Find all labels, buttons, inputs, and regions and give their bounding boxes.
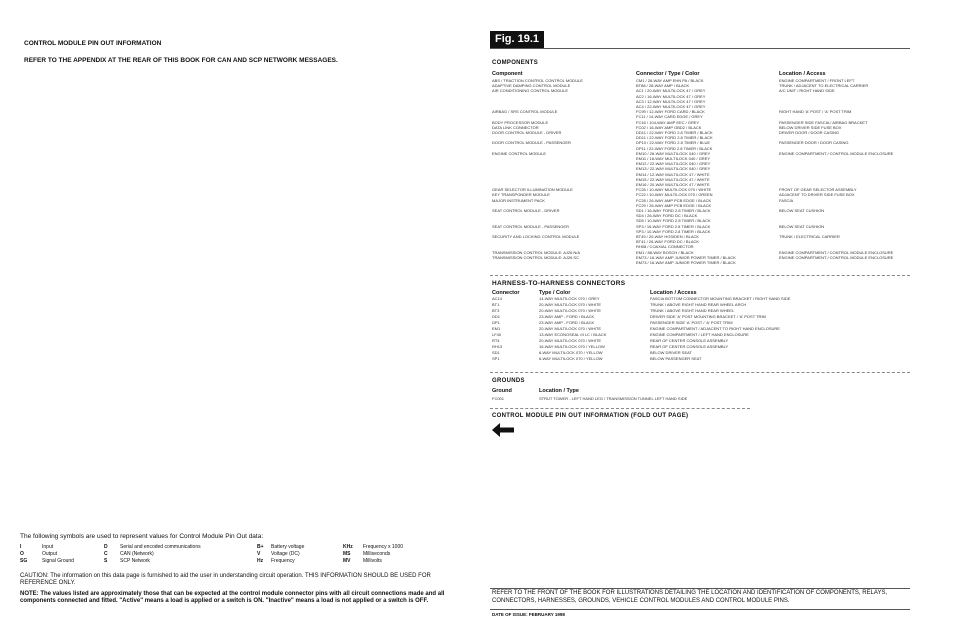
component-location: BELOW SEAT CUSHION xyxy=(779,208,825,213)
harness-location: REAR OF CENTER CONSOLE ASSEMBLY xyxy=(650,338,729,343)
fold-out-label: CONTROL MODULE PIN OUT INFORMATION (FOLD OUT PAGE) xyxy=(492,413,689,419)
component-connector: AC3 / 12-WAY MULTILOCK 47 / GREY xyxy=(636,98,706,104)
symbol-label: Input xyxy=(42,544,54,550)
component-connector: EM73 / 16-WAY AMP JUNIOR POWER TIMER / BLACK xyxy=(636,260,736,265)
front-of-book-note: REFER TO THE FRONT OF THE BOOK FOR ILLUSTRATIONS DETAILING THE LOCATION AND IDENTIFICATION OF COMPONENTS, RELAYS, CONNECTORS, HARNESSES, GROUNDS, VEHICLE CONTROL MODULES AND CONTROL MODULE PINS. xyxy=(492,590,888,604)
component-connector: EM14 / 12-WAY MULTILOCK 47 / WHITE xyxy=(636,171,710,177)
harness-type: 20-WAY MULTILOCK 070 / WHITE xyxy=(539,302,602,307)
divider xyxy=(490,609,910,610)
col-location-header: Location / Access xyxy=(650,290,697,296)
harness-connector: BT1 xyxy=(492,302,500,307)
component-connector: SD4 / 26-WAY FORD DC / BLACK xyxy=(636,213,698,219)
component-location: BELOW SEAT CUSHION xyxy=(779,223,825,229)
col-ground-header: Ground xyxy=(492,388,512,394)
symbol-label: Voltage (DC) xyxy=(271,551,300,557)
component-location: FRONT OF GEAR SELECTOR ASSEMBLY xyxy=(779,187,857,193)
component-location: TRUNK / ADJACENT TO ELECTRICAL CARRIER xyxy=(779,83,869,89)
component-location: A/C UNIT / RIGHT HAND SIDE xyxy=(779,88,835,94)
component-name: TRANSMISSION CONTROL MODULE: AJ26 SC xyxy=(492,254,579,260)
symbol-code: I xyxy=(20,544,22,550)
component-name: SEAT CONTROL MODULE - PASSENGER xyxy=(492,223,569,229)
col-component-header: Component xyxy=(492,71,523,77)
component-connector: FC29 / 26-WAY AMP PCB EDGE / BLACK xyxy=(636,202,712,208)
component-connector: EM13 / 22-WAY MULTILOCK 040 / GREY xyxy=(636,166,711,172)
symbols-legend xyxy=(20,544,460,566)
note-text: NOTE: The values listed are approximately those that can be expected at the control module connector pins with all circuit connections made and all components connected and fitted. "Active" means a load is applied or a switch is ON. "Inactive" means a load is not applied or a switch is OFF. xyxy=(20,591,445,604)
component-connector: FC26 / 10-WAY MULTILOCK 070 / WHITE xyxy=(636,187,712,193)
symbol-code: MS xyxy=(343,551,351,557)
back-arrow-icon[interactable] xyxy=(492,423,516,437)
harness-type: 14-WAY MULTILOCK 070 / GREY xyxy=(539,296,600,301)
component-location: ENGINE COMPARTMENT / CONTROL MODULE ENCLOSURE xyxy=(779,150,894,156)
component-connector: FC02 / 16-WAY AMP OBD2 / BLACK xyxy=(636,124,702,130)
component-connector: AC1 / 20-WAY MULTILOCK 47 / GREY xyxy=(636,88,706,94)
harness-connector: RH13 xyxy=(492,344,503,349)
component-connector: DP11 / 22-WAY FORD 2.8 TIMER / BLACK xyxy=(636,145,713,151)
symbol-label: Signal Ground xyxy=(42,558,74,564)
component-name: KEY TRANSPONDER MODULE xyxy=(492,192,550,198)
symbol-code: MV xyxy=(343,558,351,564)
component-connector: FC22 / 10-WAY MULTILOCK 070 / GREEN xyxy=(636,192,713,198)
symbol-label: Serial and encoded communications xyxy=(120,544,201,550)
component-location: ENGINE COMPARTMENT / CONTROL MODULE ENCLOSURE xyxy=(779,249,894,255)
component-location: PASSENGER SIDE FASCIA / AIRBAG BRACKET xyxy=(779,119,868,125)
divider xyxy=(490,372,910,373)
component-name: MAJOR INSTRUMENT PACK xyxy=(492,197,545,203)
component-location: RIGHT HAND 'A' POST / 'A' POST TRIM xyxy=(779,109,852,115)
symbol-label: Output xyxy=(42,551,58,557)
col-type-header: Type / Color xyxy=(539,290,571,296)
harness-connector: BT3 xyxy=(492,308,500,313)
harness-location: TRUNK / ABOVE RIGHT HAND REAR WHEEL xyxy=(650,308,735,313)
component-connector: EM12 / 22-WAY MULTILOCK 040 / GREY xyxy=(636,161,711,167)
harness-location: REAR OF CENTER CONSOLE ASSEMBLY xyxy=(650,344,729,349)
component-connector: RH08 / COAXIAL CONNECTOR xyxy=(636,244,694,250)
component-name: DOOR CONTROL MODULE - DRIVER xyxy=(492,130,562,135)
symbols-intro: The following symbols are used to represent values for Control Module Pin Out data: xyxy=(20,533,264,540)
component-name: SECURITY AND LOCKING CONTROL MODULE xyxy=(492,234,580,239)
ground-location: STRUT TOWER - LEFT HAND LEG / TRANSMISSION TUNNEL LEFT HAND SIDE xyxy=(539,396,688,401)
harness-type: 23-WAY AMP - FORD / BLACK xyxy=(539,320,595,325)
harness-type: 6-WAY MULTILOCK 070 / YELLOW xyxy=(539,350,603,355)
harness-location: ENGINE COMPARTMENT / LEFT HAND ENCLOSURE xyxy=(650,332,749,337)
symbol-label: Battery voltage xyxy=(271,544,305,550)
component-connector: FC16 / 104-WAY AMP EEC / GREY xyxy=(636,119,700,125)
harness-title: HARNESS-TO-HARNESS CONNECTORS xyxy=(492,280,626,287)
component-connector: DP10 / 22-WAY FORD 2.8 TIMER / BLUE xyxy=(636,140,711,146)
harness-location: BELOW PASSENGER SEAT xyxy=(650,356,702,361)
component-connector: EM1 / 88-WAY BOSCH / BLACK xyxy=(636,249,694,255)
component-connector: DD11 / 22-WAY FORD 2.8 TIMER / BLACK xyxy=(636,130,713,135)
component-connector: AC4 / 22-WAY MULTILOCK 47 / GREY xyxy=(636,104,706,109)
component-connector: EM11 / 18-WAY MULTILOCK 040 / GREY xyxy=(636,156,711,161)
symbol-label: Milliseconds xyxy=(363,551,391,557)
harness-type: 20-WAY MULTILOCK 070 / WHITE xyxy=(539,326,602,331)
component-connector: EM15 / 22-WAY MULTILOCK 47 / WHITE xyxy=(636,176,710,182)
divider xyxy=(490,48,910,49)
component-location: PASSENGER DOOR / DOOR CASING xyxy=(779,140,849,146)
component-location: DRIVER DOOR / DOOR CASING xyxy=(779,130,840,135)
issue-date: DATE OF ISSUE: FEBRUARY 1998 xyxy=(492,612,565,617)
col-location-header: Location / Type xyxy=(539,388,579,394)
symbol-label: SCP Network xyxy=(120,558,150,564)
component-name: AIRBAG / SRS CONTROL MODULE xyxy=(492,109,558,115)
component-connector: FC28 / 26-WAY AMP PCB EDGE / BLACK xyxy=(636,197,712,203)
appendix-note: REFER TO THE APPENDIX AT THE REAR OF THIS BOOK FOR CAN AND SCP NETWORK MESSAGES. xyxy=(24,57,338,64)
component-connector: BT88 / 28-WAY AMP / BLACK xyxy=(636,83,690,89)
harness-connector: AC14 xyxy=(492,296,503,301)
harness-type: 16-WAY MULTILOCK 070 / YELLOW xyxy=(539,344,605,349)
symbol-code: D xyxy=(104,544,108,550)
harness-location: FASCIA BOTTOM CONNECTOR MOUNTING BRACKET / RIGHT HAND SIDE xyxy=(650,296,791,301)
symbol-code: S xyxy=(104,558,108,564)
harness-location: TRUNK / ABOVE RIGHT HAND REAR WHEEL ARCH xyxy=(650,302,747,307)
figure-badge: Fig. 19.1 xyxy=(490,31,544,48)
component-connector: EM10 / 26-WAY MULTILOCK 040 / GREY xyxy=(636,150,711,156)
harness-location: BELOW DRIVER SEAT xyxy=(650,350,692,355)
harness-type: 6-WAY MULTILOCK 070 / YELLOW xyxy=(539,356,603,361)
component-connector: SP3 / 16-WAY FORD 2.8 TIMER / BLACK xyxy=(636,223,711,229)
harness-connector: DD1 xyxy=(492,314,501,319)
components-title: COMPONENTS xyxy=(492,60,539,66)
harness-connector: SP1 xyxy=(492,356,500,361)
component-name: DOOR CONTROL MODULE - PASSENGER xyxy=(492,140,571,146)
component-location: ENGINE COMPARTMENT / FRONT LEFT xyxy=(779,78,855,83)
component-connector: BT49 / 20-WAY HOSIDEN / BLACK xyxy=(636,234,700,239)
component-name: GEAR SELECTOR ILLUMINATION MODULE xyxy=(492,187,573,193)
harness-connector: RT4 xyxy=(492,338,500,343)
harness-connector: LF40 xyxy=(492,332,502,337)
component-connector: SD1 / 16-WAY FORD 2.8 TIMER / BLACK xyxy=(636,208,711,213)
ground-id: FC001 xyxy=(492,396,505,401)
component-location: BELOW DRIVER SIDE FUSE BOX xyxy=(779,124,842,130)
component-connector: BT41 / 26-WAY FORD DC / BLACK xyxy=(636,239,700,245)
harness-connector: DP1 xyxy=(492,320,500,325)
col-connector-header: Connector xyxy=(492,290,520,296)
component-name: AIR CONDITIONING CONTROL MODULE xyxy=(492,88,569,94)
divider xyxy=(490,275,910,276)
component-name: ENGINE CONTROL MODULE xyxy=(492,150,547,156)
component-connector: FC11 / 14-WAY CARD EDGE / GREY xyxy=(636,114,703,120)
symbol-label: CAN (Network) xyxy=(120,551,154,557)
symbol-code: SG xyxy=(20,558,28,564)
component-location: FASCIA xyxy=(779,197,794,203)
harness-location: ENGINE COMPARTMENT / ADJACENT TO RIGHT HAND ENCLOSURE xyxy=(650,326,780,331)
page-title: CONTROL MODULE PIN OUT INFORMATION xyxy=(24,40,162,47)
caution-text: CAUTION: The information on this data page is furnished to aid the user in understanding circuit operation. THIS INFORMATION SHOULD BE USED FOR REFERENCE ONLY. xyxy=(20,573,431,586)
col-connector-header: Connector / Type / Color xyxy=(636,71,700,77)
component-connector: FC99 / 12-WAY FORD CARD / BLACK xyxy=(636,109,705,115)
component-location: ADJACENT TO DRIVER SIDE FUSE BOX xyxy=(779,192,855,198)
component-name: TRANSMISSION CONTROL MODULE: AJ26 N/A xyxy=(492,249,581,255)
symbol-code: V xyxy=(257,551,261,557)
divider xyxy=(490,408,750,409)
component-name: ABS / TRACTION CONTROL CONTROL MODULE xyxy=(492,78,583,83)
component-connector: DD11 / 22-WAY FORD 2.8 TIMER / BLACK xyxy=(636,135,713,141)
divider xyxy=(490,588,910,589)
symbol-code: O xyxy=(20,551,24,557)
component-connector: SP3 / 10-WAY FORD 2.8 TIMER / BLACK xyxy=(636,228,711,234)
harness-connector: SD1 xyxy=(492,350,500,355)
component-connector: AC2 / 16-WAY MULTILOCK 47 / GREY xyxy=(636,93,706,99)
harness-location: DRIVER SIDE 'A' POST MOUNTING BRACKET / 'A' POST TRIM xyxy=(650,314,766,319)
harness-location: PASSENGER SIDE 'A' POST / 'A' POST TRIM xyxy=(650,320,733,325)
grounds-title: GROUNDS xyxy=(492,378,525,384)
symbol-code: KHz xyxy=(343,544,353,550)
harness-connector: EM1 xyxy=(492,326,501,331)
components-table xyxy=(492,79,912,269)
harness-type: 20-WAY MULTILOCK 070 / WHITE xyxy=(539,338,602,343)
col-location-header: Location / Access xyxy=(779,71,826,77)
component-name: ADAPTIVE DAMPING CONTROL MODULE xyxy=(492,83,571,89)
component-connector: SD5 / 10-WAY FORD 2.8 TIMER / BLACK xyxy=(636,218,711,224)
harness-type: 20-WAY MULTILOCK 070 / WHITE xyxy=(539,308,602,313)
component-location: TRUNK / ELECTRICAL CARRIER xyxy=(779,234,840,239)
component-location: ENGINE COMPARTMENT / CONTROL MODULE ENCLOSURE xyxy=(779,254,894,260)
symbol-label: Frequency xyxy=(271,558,295,564)
harness-type: 13-WAY ECONOSEAL III LC / BLACK xyxy=(539,332,607,337)
harness-type: 23-WAY AMP - FORD / BLACK xyxy=(539,314,595,319)
harness-table xyxy=(492,297,912,367)
symbol-code: Hz xyxy=(257,558,264,564)
symbol-label: Frequency x 1000 xyxy=(363,544,404,550)
component-name: DATA LINK CONNECTOR xyxy=(492,124,539,130)
component-name: BODY PROCESSOR MODULE xyxy=(492,119,549,125)
component-connector: EM73 / 16-WAY AMP JUNIOR POWER TIMER / BLACK xyxy=(636,254,736,260)
symbol-code: B+ xyxy=(257,544,264,550)
component-connector: EM16 / 20-WAY MULTILOCK 47 / WHITE xyxy=(636,182,710,187)
component-name: SEAT CONTROL MODULE - DRIVER xyxy=(492,208,560,213)
symbol-label: Millivolts xyxy=(363,558,382,564)
component-connector: CM1 / 26-WAY AMP EHN PA / BLACK xyxy=(636,78,704,83)
symbol-code: C xyxy=(104,551,108,557)
